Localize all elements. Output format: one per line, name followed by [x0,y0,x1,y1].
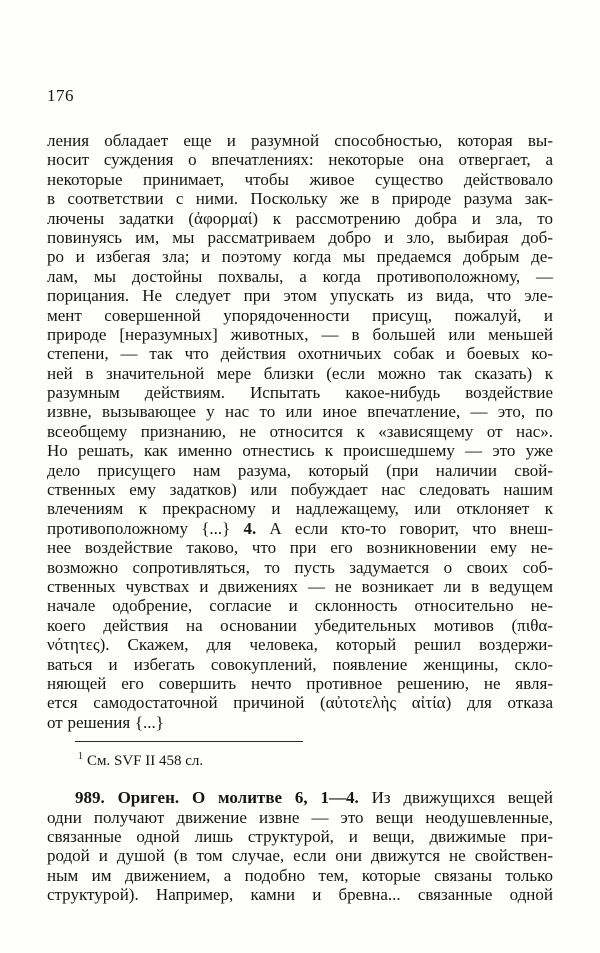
text-segment: ным им движением, а подобно тем, которые связаны только [47,865,553,885]
text-line [47,596,553,615]
text-segment: всеобщему признанию, не относится к «зависящему от нас». [47,421,553,441]
text-line [47,674,553,693]
text-line [47,170,553,189]
text-line [47,713,553,732]
text-segment: степени, — так что действия охотничьих собак и боевых ко- [47,344,553,364]
text-line [47,306,553,325]
text-line [47,808,553,827]
text-line [47,131,553,150]
text-line [47,209,553,228]
text-line [47,538,553,557]
text-segment: νότητες). Скажем, для человека, который решил воздержи- [47,635,553,655]
text-segment: родой и душой (в том случае, если они движутся не свойствен- [47,846,553,866]
text-segment: природе [неразумных] животных, — в большей или меньшей [47,324,553,344]
text-segment: ваться и избегать совокуплений, появление женщины, скло- [47,654,553,674]
bold-text-segment: 989. Ориген. О молитве 6, 1—4. [75,788,359,808]
text-line [47,344,553,363]
text-line [47,499,553,518]
text-line [47,655,553,674]
text-segment: лючены задатки (ἀφορμαί) к рассмотрению добра и зла, то [47,208,553,228]
text-segment: А если кто-то говорит, что внеш- [256,518,553,538]
text-line [47,519,553,538]
text-segment: ней в значительной мере близки (если можно так сказать) к [47,363,553,383]
text-line [47,325,553,344]
text-line [47,693,553,712]
text-segment: одни получают движение извне — это вещи неодушевленные, [47,807,553,827]
text-segment: ро и избегая зла; и поэтому когда мы предаемся добрым де- [47,247,553,267]
text-line [47,267,553,286]
footnote-marker: 1 [78,751,83,763]
text-segment: в соответствии с ними. Поскольку же в природе разума зак- [47,189,553,209]
text-line [47,461,553,480]
text-segment: лам, мы достойны похвалы, а когда противоположному, — [47,266,553,286]
text-segment: извне, вызывающее у нас то или иное впечатление, — это, по [47,402,553,422]
paragraph-fragment-988-continuation [47,131,553,732]
text-segment: ется самодостаточной причиной (αὐτοτελὴς αἰτία) для отказа [47,693,553,713]
text-line [47,383,553,402]
text-line [47,402,553,421]
text-line [47,189,553,208]
text-segment: повинуясь им, мы рассматриваем добро и зло, выбирая доб- [47,227,553,247]
text-segment: Из движущихся вещей [358,788,554,808]
text-line [47,788,553,807]
text-segment: разумным действиям. Испытать какое-нибудь воздействие [47,383,553,403]
text-line [47,827,553,846]
text-line [47,364,553,383]
text-segment: мент совершенной упорядоченности присущ, пожалуй, и [47,305,553,325]
text-segment: няющей его совершить нечто противное решению, не явля- [47,673,553,693]
text-segment: коего действия на основании убедительных мотивов (πιθα- [47,615,553,635]
text-line [47,228,553,247]
text-segment: ственных чувствах и движениях — не возникает ли в ведущем [47,576,553,596]
text-segment: дело присущего нам разума, который (при наличии свой- [47,460,553,480]
text-segment: структурой). Например, камни и бревна... связанные одной [47,885,553,905]
text-segment: ления обладает еще и разумной способностью, которая вы- [47,131,553,150]
text-line [47,866,553,885]
text-segment: связанные одной лишь структурой, и вещи, движимые при- [47,826,553,846]
text-line [47,480,553,499]
paragraph-fragment-989 [47,788,553,904]
text-line [47,577,553,596]
text-segment: начале одобрение, согласие и склонность относительно не- [47,596,553,616]
footnote-separator [75,741,303,742]
page-number: 176 [47,86,74,105]
text-line [47,441,553,460]
text-segment: Но решать, как именно отнестись к происшедшему — это уже [47,441,553,461]
text-line [47,150,553,169]
text-segment: влечениям к прекрасному и надлежащему, или отклоняет к [47,499,553,519]
bold-text-segment: 4. [243,518,257,538]
text-line [47,846,553,865]
text-segment: некоторые принимает, чтобы живое существо действовало [47,169,553,189]
text-line [47,422,553,441]
text-segment: порицания. Не следует при этом упускать из вида, что эле- [47,286,553,306]
text-segment: нее воздействие таково, что при его возникновении ему не- [47,538,553,558]
text-line [47,616,553,635]
footnote-text: См. SVF II 458 сл. [87,753,204,770]
text-segment: ственных ему задатков) или побуждает нас следовать нашим [47,480,553,500]
text-line [47,247,553,266]
text-line [47,286,553,305]
text-line [47,635,553,654]
text-segment: возможно сопротивляться, то пусть задумается о своих соб- [47,557,553,577]
text-segment: противоположному {...} [47,518,244,538]
footnote [47,747,553,771]
text-segment: носит суждения о впечатлениях: некоторые она отвергает, а [47,150,553,170]
text-line [47,558,553,577]
text-line [47,885,553,904]
text-segment: от решения {...} [47,712,164,732]
